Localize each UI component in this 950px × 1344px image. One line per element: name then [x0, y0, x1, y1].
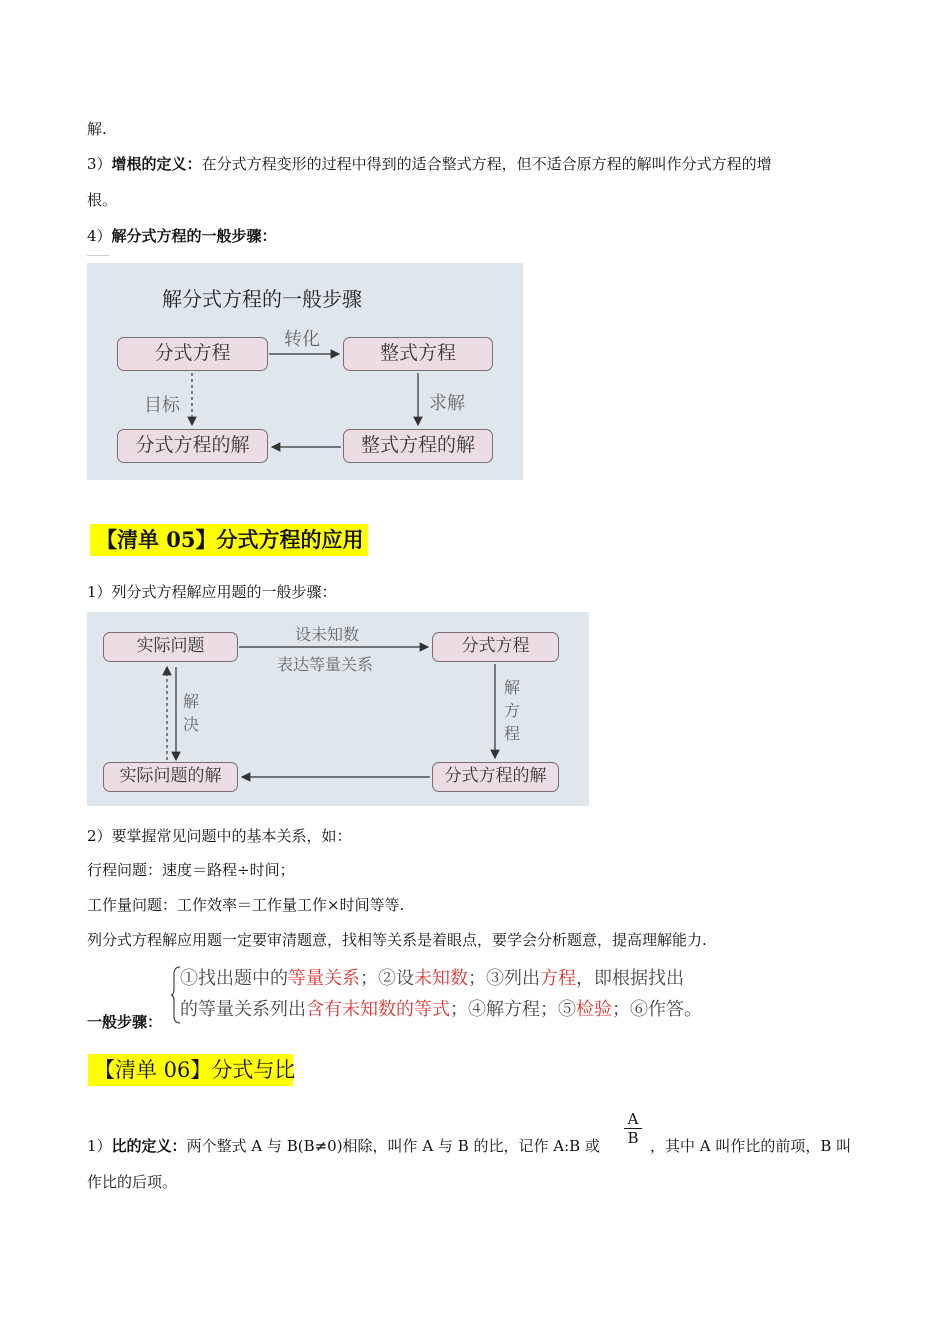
steps-heading [87, 226, 277, 246]
section-heading-06: 【清单 06】分式与比 [88, 1054, 293, 1086]
box-fractional-equation: 分式方程 [117, 337, 268, 371]
label-solve: 求解 [429, 393, 465, 414]
application-steps-intro: 1）列分式方程解应用题的一般步骤： [87, 583, 337, 601]
box-real-problem: 实际问题 [103, 632, 238, 662]
ratio-definition-cont: ，其中 A 叫作比的前项，B 叫 [650, 1137, 852, 1155]
item-label: 解分式方程的一般步骤： [111, 227, 277, 245]
item-label: 增根的定义： [111, 155, 202, 173]
work-problem: 工作量问题：工作效率＝工作量工作×时间等等. [87, 896, 405, 914]
ratio-definition-line2: 作比的后项。 [87, 1173, 178, 1191]
item-number: 4） [87, 227, 112, 245]
keyword-equation-with-unknown: 含有未知数的等式 [306, 999, 450, 1020]
diagram-application-steps [87, 612, 589, 806]
definition-extraneous-root-line2: 根。 [87, 191, 118, 209]
general-steps-label: 一般步骤： [87, 1013, 163, 1031]
item-text: 在分式方程变形的过程中得到的适合整式方程，但不适合原方程的解叫作分式方程的增 [201, 155, 772, 173]
travel-problem: 行程问题：速度＝路程÷时间； [87, 861, 295, 879]
item-text: 两个整式 A 与 B(B≠0)相除，叫作 A 与 B 的比，记作 A:B 或 [186, 1137, 600, 1155]
box-polynomial-solution: 整式方程的解 [343, 429, 493, 463]
item-number: 1） [87, 1137, 112, 1155]
diagram-arrows [87, 263, 523, 480]
box-fractional-equation: 分式方程 [432, 632, 559, 662]
definition-extraneous-root [87, 154, 772, 174]
fraction-a-over-b [622, 1110, 644, 1147]
label-goal: 目标 [144, 395, 180, 416]
box-fractional-solution: 分式方程的解 [117, 429, 268, 463]
general-steps-line2: 的等量关系列出含有未知数的等式；④解方程；⑤检验；⑥作答。 [180, 999, 702, 1020]
general-steps-line1: ①找出题中的等量关系；②设未知数；③列出方程，即根据找出 [180, 968, 684, 989]
keyword-equation: 方程 [540, 968, 576, 989]
ratio-definition [87, 1136, 600, 1156]
keyword-unknown: 未知数 [414, 968, 468, 989]
keyword-equal-relation: 等量关系 [288, 968, 360, 989]
label-convert: 转化 [284, 329, 320, 350]
analysis-tip: 列分式方程解应用题一定要审清题意，找相等关系是着眼点，要学会分析题意，提高理解能力. [87, 931, 707, 949]
small-divider [87, 255, 109, 256]
keyword-verify: 检验 [576, 999, 612, 1020]
fraction-denominator: B [627, 1129, 639, 1147]
item-number: 3） [87, 155, 112, 173]
diagram-title: 解分式方程的一般步骤 [162, 287, 362, 311]
section-heading-05: 【清单 05】分式方程的应用 [90, 524, 368, 556]
fraction-numerator: A [627, 1110, 639, 1128]
label-express-relation: 表达等量关系 [277, 655, 374, 674]
label-solve-equation: 解 方 程 [504, 678, 521, 743]
basic-relations-intro: 2）要掌握常见问题中的基本关系，如： [87, 827, 352, 845]
label-resolve: 解 决 [183, 692, 200, 734]
label-set-unknown: 设未知数 [295, 625, 360, 644]
box-equation-solution: 分式方程的解 [432, 762, 559, 792]
paragraph-continuation: 解. [87, 120, 107, 138]
box-polynomial-equation: 整式方程 [343, 337, 493, 371]
diagram-solving-steps [87, 263, 523, 480]
box-problem-solution: 实际问题的解 [103, 762, 238, 792]
item-label: 比的定义： [111, 1137, 187, 1155]
